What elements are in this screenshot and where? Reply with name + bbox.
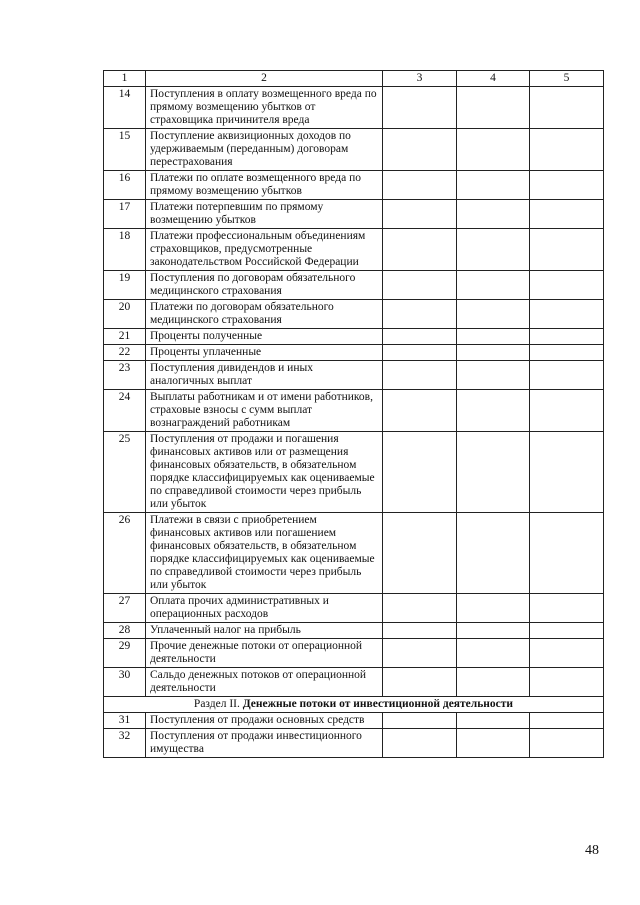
row-number: 29	[104, 639, 146, 668]
row-number: 23	[104, 361, 146, 390]
table-row	[104, 200, 604, 229]
value-cell-col-4	[457, 713, 530, 729]
row-number: 14	[104, 87, 146, 129]
value-cell-col-5	[530, 87, 604, 129]
row-number: 19	[104, 271, 146, 300]
column-header-3: 3	[383, 71, 457, 87]
row-number: 16	[104, 171, 146, 200]
value-cell-col-4	[457, 345, 530, 361]
row-indicator-text: Поступления по договорам обязательного медицинского страхования	[146, 271, 383, 300]
value-cell-col-4	[457, 729, 530, 758]
value-cell-col-5	[530, 432, 604, 513]
value-cell-col-3	[383, 345, 457, 361]
page-number: 48	[585, 843, 599, 858]
section-title: Денежные потоки от инвестиционной деятельности	[242, 698, 514, 710]
value-cell-col-5	[530, 713, 604, 729]
table-row	[104, 713, 604, 729]
table-row	[104, 729, 604, 758]
value-cell-col-4	[457, 668, 530, 697]
value-cell-col-5	[530, 329, 604, 345]
section-number: Раздел II.	[193, 698, 240, 710]
row-indicator-text: Платежи в связи с приобретением финансовых активов или погашением финансовых обязательств, в обязательном порядке классифицируемых как оцениваемые по справедливой стоимости через прибыль или убыток	[146, 513, 383, 594]
section-header-row	[104, 697, 604, 713]
row-indicator-text: Платежи по оплате возмещенного вреда по прямому возмещению убытков	[146, 171, 383, 200]
row-number: 20	[104, 300, 146, 329]
row-number: 24	[104, 390, 146, 432]
table-row	[104, 345, 604, 361]
row-number: 15	[104, 129, 146, 171]
column-number-header-row	[104, 71, 604, 87]
value-cell-col-5	[530, 594, 604, 623]
value-cell-col-3	[383, 229, 457, 271]
table-row	[104, 300, 604, 329]
value-cell-col-4	[457, 594, 530, 623]
value-cell-col-3	[383, 390, 457, 432]
table-row	[104, 668, 604, 697]
column-header-5: 5	[530, 71, 604, 87]
value-cell-col-5	[530, 639, 604, 668]
table-row	[104, 513, 604, 594]
value-cell-col-3	[383, 623, 457, 639]
value-cell-col-3	[383, 271, 457, 300]
table-row	[104, 171, 604, 200]
table-row	[104, 87, 604, 129]
value-cell-col-4	[457, 361, 530, 390]
value-cell-col-4	[457, 200, 530, 229]
table-row	[104, 361, 604, 390]
row-number: 18	[104, 229, 146, 271]
row-number: 17	[104, 200, 146, 229]
row-number: 28	[104, 623, 146, 639]
value-cell-col-5	[530, 171, 604, 200]
value-cell-col-3	[383, 668, 457, 697]
table-row	[104, 390, 604, 432]
row-number: 31	[104, 713, 146, 729]
value-cell-col-4	[457, 87, 530, 129]
table-row	[104, 594, 604, 623]
value-cell-col-3	[383, 129, 457, 171]
value-cell-col-3	[383, 432, 457, 513]
value-cell-col-5	[530, 271, 604, 300]
value-cell-col-5	[530, 129, 604, 171]
row-number: 21	[104, 329, 146, 345]
value-cell-col-4	[457, 390, 530, 432]
value-cell-col-3	[383, 513, 457, 594]
table-body	[104, 71, 604, 758]
value-cell-col-5	[530, 729, 604, 758]
row-indicator-text: Поступления от продажи и погашения финансовых активов или от размещения финансовых обязательств, в обязательном порядке классифицируемых как оцениваемые по справедливой стоимости через прибыль или убыток	[146, 432, 383, 513]
cash-flow-table	[103, 70, 604, 758]
value-cell-col-5	[530, 229, 604, 271]
value-cell-col-3	[383, 300, 457, 329]
row-indicator-text: Поступления от продажи инвестиционного имущества	[146, 729, 383, 758]
row-indicator-text: Поступление аквизиционных доходов по удерживаемым (переданным) договорам перестрахования	[146, 129, 383, 171]
column-header-4: 4	[457, 71, 530, 87]
value-cell-col-5	[530, 668, 604, 697]
row-number: 30	[104, 668, 146, 697]
table-row	[104, 623, 604, 639]
row-indicator-text: Оплата прочих административных и операционных расходов	[146, 594, 383, 623]
value-cell-col-5	[530, 200, 604, 229]
value-cell-col-4	[457, 432, 530, 513]
value-cell-col-3	[383, 171, 457, 200]
row-indicator-text: Сальдо денежных потоков от операционной деятельности	[146, 668, 383, 697]
table-row	[104, 129, 604, 171]
row-indicator-text: Платежи профессиональным объединениям страховщиков, предусмотренные законодательством Российской Федерации	[146, 229, 383, 271]
value-cell-col-5	[530, 513, 604, 594]
value-cell-col-4	[457, 171, 530, 200]
row-indicator-text: Проценты полученные	[146, 329, 383, 345]
row-number: 25	[104, 432, 146, 513]
row-number: 27	[104, 594, 146, 623]
value-cell-col-3	[383, 87, 457, 129]
value-cell-col-4	[457, 300, 530, 329]
row-number: 22	[104, 345, 146, 361]
value-cell-col-3	[383, 329, 457, 345]
value-cell-col-4	[457, 229, 530, 271]
row-number: 32	[104, 729, 146, 758]
value-cell-col-3	[383, 729, 457, 758]
row-indicator-text: Уплаченный налог на прибыль	[146, 623, 383, 639]
row-indicator-text: Прочие денежные потоки от операционной деятельности	[146, 639, 383, 668]
table-row	[104, 639, 604, 668]
value-cell-col-4	[457, 329, 530, 345]
value-cell-col-3	[383, 594, 457, 623]
value-cell-col-5	[530, 623, 604, 639]
value-cell-col-4	[457, 639, 530, 668]
row-indicator-text: Платежи по договорам обязательного медицинского страхования	[146, 300, 383, 329]
row-indicator-text: Проценты уплаченные	[146, 345, 383, 361]
value-cell-col-5	[530, 390, 604, 432]
value-cell-col-5	[530, 345, 604, 361]
section-header	[104, 697, 604, 713]
value-cell-col-4	[457, 513, 530, 594]
value-cell-col-4	[457, 623, 530, 639]
column-header-1: 1	[104, 71, 146, 87]
table-row	[104, 271, 604, 300]
value-cell-col-3	[383, 713, 457, 729]
row-number: 26	[104, 513, 146, 594]
value-cell-col-3	[383, 200, 457, 229]
value-cell-col-5	[530, 361, 604, 390]
column-header-2: 2	[146, 71, 383, 87]
table-row	[104, 229, 604, 271]
row-indicator-text: Платежи потерпевшим по прямому возмещению убытков	[146, 200, 383, 229]
row-indicator-text: Выплаты работникам и от имени работников, страховые взносы с сумм выплат вознаграждений работникам	[146, 390, 383, 432]
value-cell-col-3	[383, 639, 457, 668]
row-indicator-text: Поступления от продажи основных средств	[146, 713, 383, 729]
table-row	[104, 432, 604, 513]
row-indicator-text: Поступления дивидендов и иных аналогичных выплат	[146, 361, 383, 390]
value-cell-col-5	[530, 300, 604, 329]
table-row	[104, 329, 604, 345]
row-indicator-text: Поступления в оплату возмещенного вреда по прямому возмещению убытков от страховщика причинителя вреда	[146, 87, 383, 129]
value-cell-col-4	[457, 271, 530, 300]
value-cell-col-3	[383, 361, 457, 390]
value-cell-col-4	[457, 129, 530, 171]
